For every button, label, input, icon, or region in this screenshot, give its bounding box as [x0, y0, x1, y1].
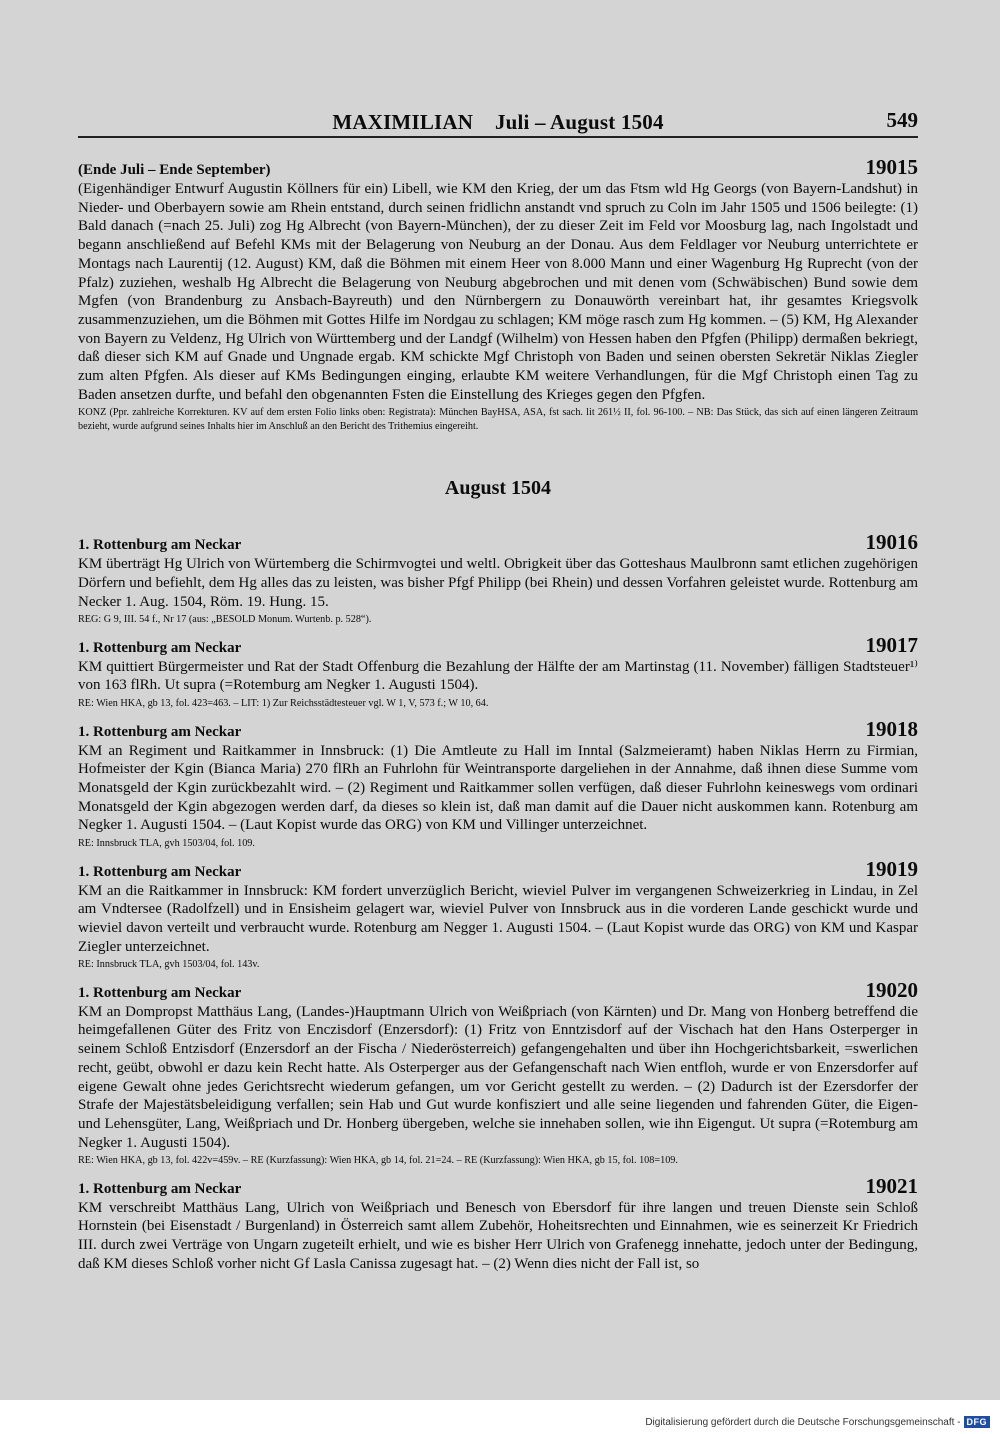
entry-date-place: (Ende Juli – Ende September)	[78, 162, 271, 178]
entry-source-note: RE: Innsbruck TLA, gvh 1503/04, fol. 143v.	[78, 959, 260, 971]
page-number: 549	[886, 108, 918, 132]
entry-heading	[78, 1174, 918, 1199]
entry-number: 19021	[865, 1173, 918, 1198]
register-entry	[78, 857, 918, 972]
dfg-logo: DFG	[964, 1416, 991, 1428]
entry-text: KM an die Raitkammer in Innsbruck: KM fordert unverzüglich Bericht, wieviel Pulver im vergangenen Schweizerkrieg in Lindau, in Zel am Vndtersee (Radolfzell) und in Ensisheim gelagert war, wieviel Pulver von Innsbruck aus in die vorderen Lande geschickt wurde und wieviel davon verteilt und verbraucht wurde. Rotenburg am Negger 1. Augusti 1504. – (Laut Kopist wurde das ORG) von KM und Kaspar Ziegler unterzeichnet.	[78, 882, 918, 955]
digitization-footer	[645, 1416, 990, 1428]
entry-heading	[78, 633, 918, 658]
header-title: MAXIMILIAN Juli – August 1504	[332, 110, 664, 134]
page-content	[78, 155, 918, 1280]
entry-number: 19019	[865, 856, 918, 881]
footer-credit: Digitalisierung gefördert durch die Deutsche Forschungsgemeinschaft -	[645, 1416, 961, 1428]
entry-heading	[78, 155, 918, 180]
entry-date-place: 1. Rottenburg am Neckar	[78, 984, 242, 1001]
entry-text: KM verschreibt Matthäus Lang, Ulrich von Weißpriach und Benesch von Ebersdorf für ihre langen und treuen Dienste sein Schloß Hornstein (bei Eisenstadt / Burgenland) in Österreich samt allem Zubehör, Hoheitsrechten und Einnahmen, wie es seinerzeit Kr Friedrich III. durch zwei Verträge von Ungarn zugeteilt erhielt, und wie es bisher Herr Ulrich von Grafenegg innehatte, jedoch unter der Bedingung, daß KM dieses Schloß vorher nicht Gf Lasla Canissa zugesagt hat. – (2) Wenn dies nicht der Fall ist, so	[78, 1199, 918, 1272]
entry-number: 19020	[865, 977, 918, 1002]
entry-source-note: RE: Wien HKA, gb 13, fol. 422v=459v. – RE (Kurzfassung): Wien HKA, gb 14, fol. 21=24. – RE (Kurzfassung): Wien HKA, gb 15, fol. 108=109.	[78, 1155, 678, 1167]
entry-date-place: 1. Rottenburg am Neckar	[78, 639, 242, 656]
register-entry	[78, 978, 918, 1168]
register-entry	[78, 1174, 918, 1274]
header-rule	[78, 136, 918, 138]
entry-heading	[78, 978, 918, 1003]
entry-number: 19015	[865, 155, 918, 179]
entry-text: (Eigenhändiger Entwurf Augustin Köllners für ein) Libell, wie KM den Krieg, der um das Ftsm wld Hg Georgs (von Bayern-Landshut) in Nieder- und Oberbayern sowie am Rhein entstand, durch seinen fridlichn anstandt vnd spruch zu Coln im Jahr 1505 und 1506 beilegte: (1) Bald danach (=nach 25. Juli) zog Hg Albrecht (von Bayern-München), der zu dieser Zeit im Feld vor Moosburg lag, nach Ingolstadt und begann anschließend auf Befehl KMs mit der Belagerung von Neuburg an der Donau. Aus dem Feldlager vor Neuburg unterrichtete er Montags nach Laurentij (12. August) KM, daß die Böhmen mit einem Heer von 8.000 Mann und einer Wagenburg Hg Ruprecht (von der Pfalz) zuziehen, weshalb Hg Albrecht die Belagerung von Neuburg abgebrochen und mit denen vom (Schwäbischen) Bund sowie dem Mgfen (von Brandenburg zu Ansbach-Bayreuth) und den Nürnbergern zu Donauwörth vereinbart hat, ihr gesamtes Kriegsvolk zusammenzuziehen, um die Böhmen mit Gottes Hilfe im Nordgau zu schlagen; KM möge rasch zum Hg kommen. – (5) KM, Hg Alexander von Bayern zu Veldenz, Hg Ulrich von Württemberg und der Landgf (Wilhelm) von Hessen haben den Pfgfen (Philipp) dermaßen bekriegt, daß dieser sich KM auf Gnade und Ungnade ergab. KM schickte Mgf Christoph von Baden und seinen obersten Sekretär Niklas Ziegler zum alten Pfgfen. Als dieser auf KMs Bedingungen einging, erlaubte KM weitere Verhandlungen, für die Mgf Christoph einen Tag zu Baden ansetzen durfte, und befahl den obgenannten Fsten die Einstellung des Krieges gegen den Pfgfen.	[78, 181, 918, 403]
entry-text: KM an Dompropst Matthäus Lang, (Landes-)Hauptmann Ulrich von Weißpriach (von Kärnten) und Dr. Mang von Honberg betreffend die heimgefallenen Güter des Fritz von Enczisdorf (Enzersdorf): (1) Fritz von Enntzisdorf auf der Vischach hat den Hans Osterperger in seinem Schloß Entzisdorf (Enzersdorf an der Fischa / Niederösterreich) gefangengehalten und über ihn Hochgerichtsbarkeit, =swerlichen recht, geübt, obwohl er dazu kein Recht hatte. Als Osterperger aus der Gefangenschaft nach Wien entfloh, wurde er von Enzersdorfer auf eigene Gewalt ohne jedes Gerichtsrecht wiederum gefangen, um vor Gericht gestellt zu werden. – (2) Dadurch ist der Ezersdorfer der Strafe der Majestätsbeleidigung verfallen; sein Hab und Gut wurde konfisziert und alle seine liegenden und fahrenden Güter, die Eigen- und Lehensgüter, Lang, Weißpriach und Dr. Honberg übergeben, welche sie innehaben sollen, wie ihn Eigengut. Ut supra (=Rotemburg am Negker 1. Augusti 1504).	[78, 1003, 918, 1151]
entry-text: KM an Regiment und Raitkammer in Innsbruck: (1) Die Amtleute zu Hall im Inntal (Salzmeieramt) haben Niklas Herrn zu Firmian, Hofmeister der Kgin (Bianca Maria) 270 flRh an Fuhrlohn für Weintransporte dargeliehen in der Annahme, daß ihnen diese Summe vom Monatsgeld der Kgin zurückbezahlt wird. – (2) Regiment und Raitkammer sollen verfügen, daß dieser Fuhrlohn keineswegs vom ordinari Monatsgeld der Kgin abgezogen werden darf, da dieses so klein ist, daß man damit auf die Dauer nicht auskommen kann. Rotenburg am Negker 1. Augusti 1504. – (Laut Kopist wurde das ORG) von KM und Villinger unterzeichnet.	[78, 742, 918, 834]
entry-source-note: RE: Wien HKA, gb 13, fol. 423=463. – LIT: 1) Zur Reichsstädtesteuer vgl. W 1, V, 573 f.; W 10, 64.	[78, 698, 489, 710]
entry-heading	[78, 530, 918, 555]
entry-heading	[78, 857, 918, 882]
register-entry	[78, 717, 918, 851]
entry-source-note: REG: G 9, III. 54 f., Nr 17 (aus: „BESOLD Monum. Wurtenb. p. 528“).	[78, 614, 372, 626]
entry-number: 19018	[865, 716, 918, 741]
entry-date-place: 1. Rottenburg am Neckar	[78, 723, 242, 740]
register-entry	[78, 155, 918, 433]
entry-text: KM überträgt Hg Ulrich von Würtemberg die Schirmvogtei und weltl. Obrigkeit über das Gotteshaus Maulbronn samt etlichen zugehörigen Dörfern und befiehlt, dem Hg alles das zu leisten, was bisher Pfgf Philipp (bei Rhein) und dessen Vorfahren geleistet wurde. Rottenburg am Necker 1. Aug. 1504, Röm. 19. Hung. 15.	[78, 556, 918, 610]
entry-date-place: 1. Rottenburg am Neckar	[78, 1180, 242, 1197]
entry-number: 19017	[865, 632, 918, 657]
running-header	[78, 108, 918, 138]
entry-text: KM quittiert Bürgermeister und Rat der Stadt Offenburg die Bezahlung der Hälfte der am Martinstag (11. November) fälligen Stadtsteuer¹⁾ von 163 flRh. Ut supra (=Rotemburg am Negker 1. Augusti 1504).	[78, 658, 918, 694]
entry-source-note: KONZ (Ppr. zahlreiche Korrekturen. KV auf dem ersten Folio links oben: Registrata): München BayHSA, ASA, fst sach. lit 261½ II, fol. 96-100. – NB: Das Stück, das sich auf einen längeren Zeitraum bezieht, wurde aufgrund seines Inhalts hier im Anschluß an den Bericht des Trithemius eingereiht.	[78, 407, 918, 432]
entry-number: 19016	[865, 530, 918, 555]
entry-source-note: RE: Innsbruck TLA, gvh 1503/04, fol. 109.	[78, 838, 255, 850]
entry-date-place: 1. Rottenburg am Neckar	[78, 863, 242, 880]
entry-date-place: 1. Rottenburg am Neckar	[78, 537, 242, 554]
register-entry	[78, 530, 918, 627]
month-heading: August 1504	[444, 477, 552, 500]
register-entry	[78, 633, 918, 711]
entry-heading	[78, 717, 918, 742]
